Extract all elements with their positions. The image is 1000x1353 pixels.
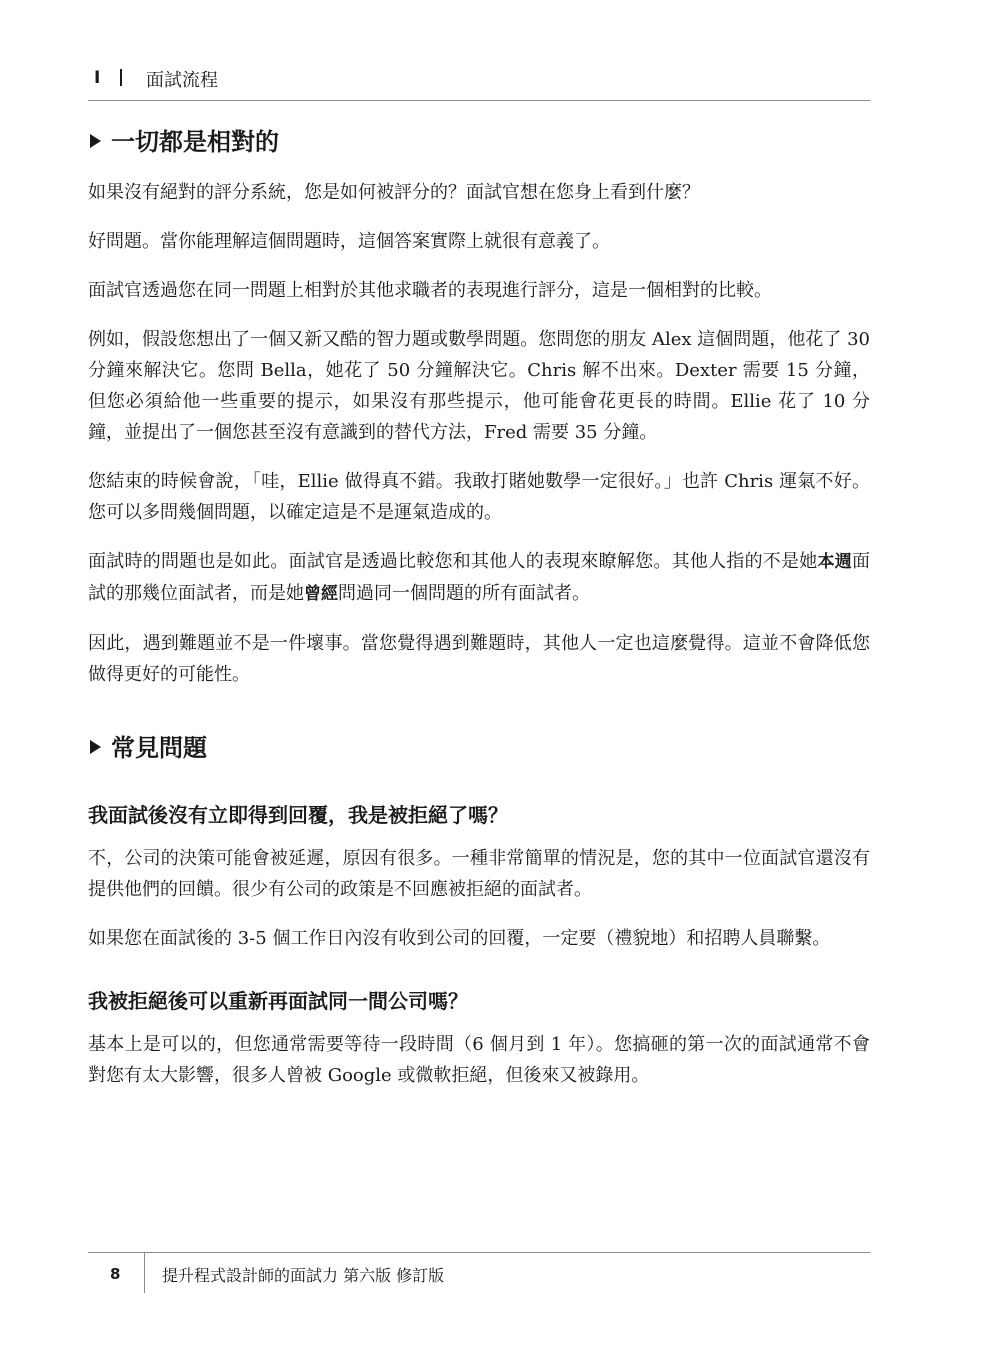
paragraph: 基本上是可以的，但您通常需要等待一段時間（6 個月到 1 年）。您搞砸的第一次的面試通常不會對您有太大影響，很多人曾被 Google 或微軟拒絕，但後來又被錄用。 [88,1034,870,1086]
book-title: 提升程式設計師的面試力 第六版 修訂版 [162,1266,445,1285]
emphasis-text: 曾經 [304,584,338,604]
paragraph: 面試官透過您在同一問題上相對於其他求職者的表現進行評分，這是一個相對的比較。 [88,280,772,301]
header-divider [120,69,122,86]
chapter-number: I [94,68,101,88]
emphasis-text: 本週 [817,552,853,572]
paragraph-emphasis [88,546,870,610]
paragraph: 如果沒有絕對的評分系統，您是如何被評分的？面試官想在您身上看到什麼？ [88,182,700,203]
section-heading-text: 一切都是相對的 [111,128,279,156]
triangle-bullet-icon [90,134,101,148]
footer-divider [144,1253,145,1293]
paragraph: 好問題。當你能理解這個問題時，這個答案實際上就很有意義了。 [88,231,610,252]
page-body [88,122,870,1091]
paragraph-text: 面試時的問題也是如此。面試官是透過比較您和其他人的表現來瞭解您。其他人指的不是她 [88,551,818,572]
paragraph-text: 問過同一個問題的所有面試者。 [338,583,590,604]
paragraph: 因此，遇到難題並不是一件壞事。當您覺得遇到難題時，其他人一定也這麼覺得。這並不會降低您做得更好的可能性。 [88,633,870,685]
section-heading-text: 常見問題 [111,734,207,762]
question-heading: 我被拒絕後可以重新再面試同一間公司嗎？ [88,989,468,1013]
section-heading-relative [88,122,870,162]
chapter-title: 面試流程 [146,70,218,91]
paragraph: 如果您在面試後的 3-5 個工作日內沒有收到公司的回覆，一定要（禮貌地）和招聘人員聯繫。 [88,928,831,949]
page-number: 8 [110,1265,121,1283]
paragraph-text: 面試的那幾位面試者，而是她 [88,551,871,604]
question-heading: 我面試後沒有立即得到回覆，我是被拒絕了嗎？ [88,803,508,827]
running-header [88,62,870,101]
paragraph: 您結束的時候會說，「哇，Ellie 做得真不錯。我敢打賭她數學一定很好。」也許 Chris 運氣不好。您可以多問幾個問題，以確定這是不是運氣造成的。 [88,471,870,523]
page-footer [88,1252,870,1293]
paragraph: 不，公司的決策可能會被延遲，原因有很多。一種非常簡單的情況是，您的其中一位面試官還沒有提供他們的回饋。很少有公司的政策是不回應被拒絕的面試者。 [88,848,870,900]
triangle-bullet-icon [90,740,101,754]
paragraph: 例如，假設您想出了一個又新又酷的智力題或數學問題。您問您的朋友 Alex 這個問題，他花了 30 分鐘來解決它。您問 Bella，她花了 50 分鐘解決它。Chris 解不出來。Dexter 需要 15 分鐘，但您必須給他一些重要的提示，如果沒有那些提示，他可能會花更長的時間。Ellie 花了 10 分鐘，並提出了一個您甚至沒有意識到的替代方法，Fred 需要 35 分鐘。 [88,329,870,443]
section-heading-faq [88,728,870,768]
